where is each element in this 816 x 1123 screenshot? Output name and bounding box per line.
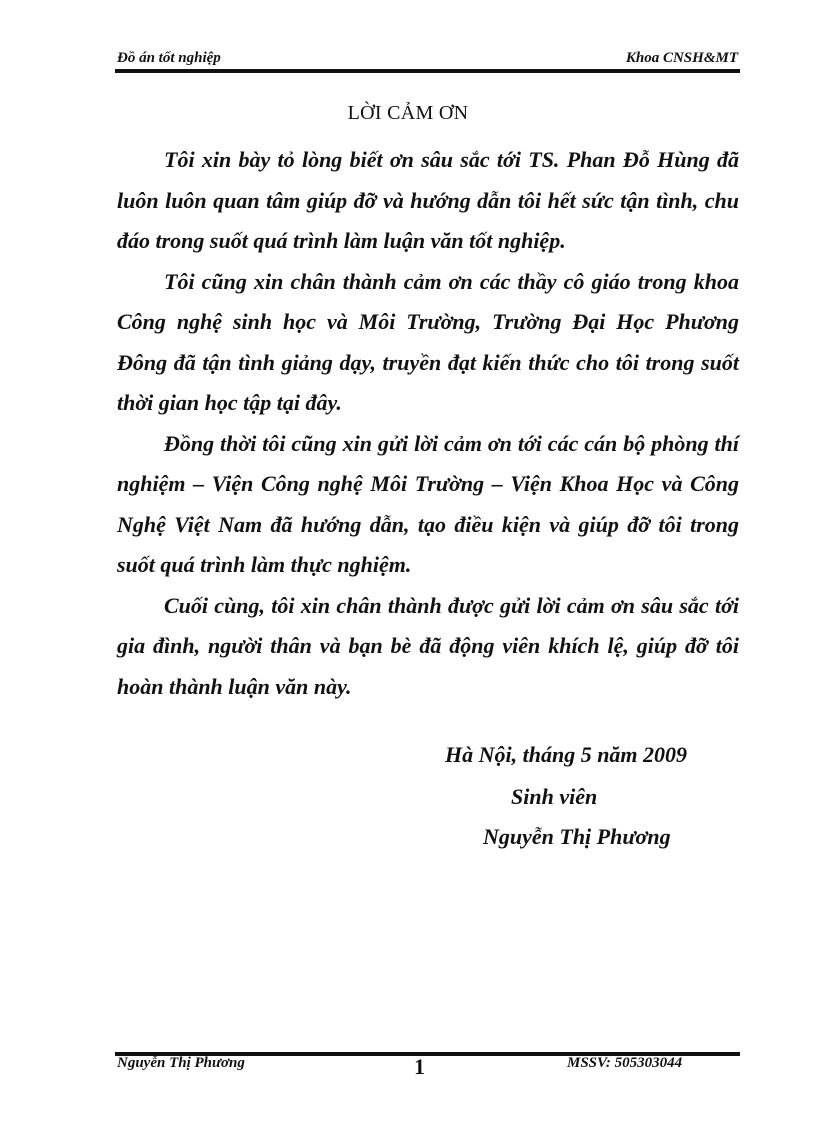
paragraph: Tôi xin bày tỏ lòng biết ơn sâu sắc tới TS. Phan Đỗ Hùng đã luôn luôn quan tâm giúp đỡ và hướng dẫn tôi hết sức tận tình, chu đáo trong suốt quá trình làm luận văn tốt nghiệp. [117, 147, 739, 253]
footer-student-id: MSSV: 505303044 [567, 1055, 683, 1071]
page-number: 1 [414, 1054, 425, 1079]
signature-date: Hà Nội, tháng 5 năm 2009 [445, 742, 688, 767]
footer-author: Nguyễn Thị Phương [117, 1055, 245, 1071]
header-right-text: Khoa CNSH&MT [625, 50, 738, 66]
paragraph: Đồng thời tôi cũng xin gửi lời cảm ơn tới các cán bộ phòng thí nghiệm – Viện Công nghệ Môi Trường – Viện Khoa Học và Công Nghệ Việt Nam đã hướng dẫn, tạo điều kiện và giúp đỡ tôi trong suốt quá trình làm thực nghiệm. [117, 430, 739, 577]
signature-name: Nguyễn Thị Phương [483, 824, 671, 849]
paragraph: Cuối cùng, tôi xin chân thành được gửi lời cảm ơn sâu sắc tới gia đình, người thân và bạn bè đã động viên khích lệ, giúp đỡ tôi hoàn thành luận văn này. [117, 592, 739, 699]
header-divider [115, 69, 740, 73]
header-left-text: Đồ án tốt nghiệp [117, 50, 221, 66]
paragraph: Tôi cũng xin chân thành cảm ơn các thầy cô giáo trong khoa Công nghệ sinh học và Môi Trường, Trường Đại Học Phương Đông đã tận tình giảng dạy, truyền đạt kiến thức cho tôi trong suốt thời gian học tập tại đây. [117, 268, 739, 415]
signature-role: Sinh viên [511, 784, 598, 809]
page-title: LỜI CẢM ƠN [347, 102, 469, 124]
acknowledgement-body [117, 140, 739, 707]
